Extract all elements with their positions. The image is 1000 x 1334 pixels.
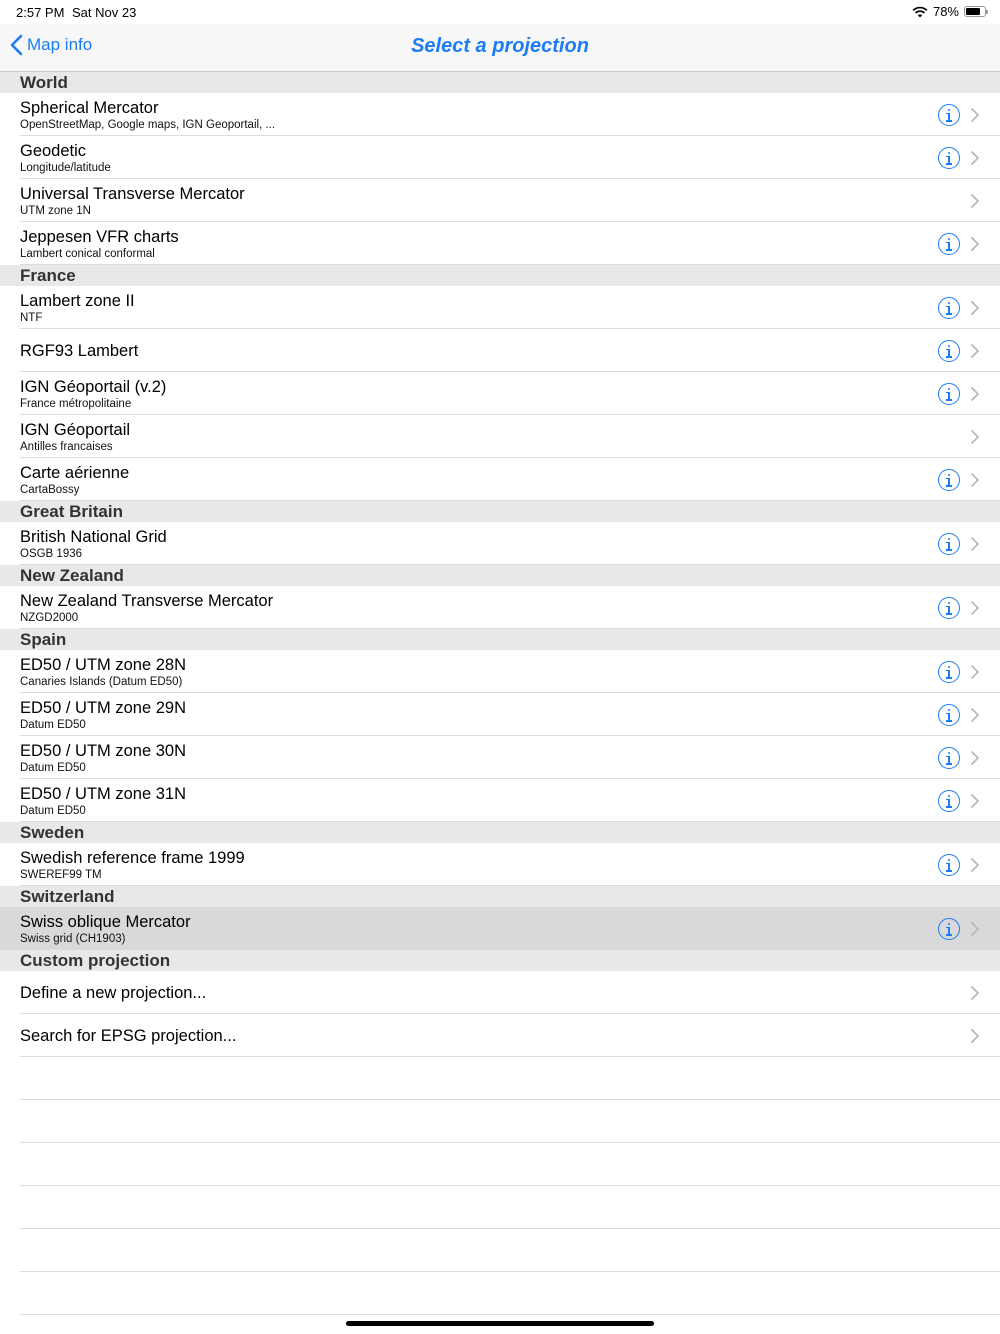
home-indicator[interactable]: [346, 1321, 654, 1326]
chevron-right-icon: [971, 601, 979, 620]
row-subtitle: Lambert conical conformal: [20, 248, 155, 260]
row-title: British National Grid: [20, 528, 167, 546]
empty-row-separator: [20, 1314, 1000, 1315]
empty-row-separator: [20, 1271, 1000, 1272]
section-header: World: [0, 72, 1000, 93]
projection-row[interactable]: [0, 372, 1000, 415]
chevron-right-icon: [971, 665, 979, 684]
section-header: Great Britain: [0, 501, 1000, 522]
empty-row-separator: [20, 1142, 1000, 1143]
row-title: Lambert zone II: [20, 292, 135, 310]
chevron-right-icon: [971, 708, 979, 727]
status-time: 2:57 PM: [16, 5, 65, 20]
chevron-right-icon: [971, 237, 979, 256]
row-subtitle: Canaries Islands (Datum ED50): [20, 676, 183, 688]
projection-row[interactable]: [0, 522, 1000, 565]
chevron-right-icon: [971, 344, 979, 363]
chevron-right-icon: [971, 986, 979, 1005]
section-header: Sweden: [0, 822, 1000, 843]
projection-row[interactable]: [0, 586, 1000, 629]
row-subtitle: Antilles francaises: [20, 441, 113, 453]
section-header: Custom projection: [0, 950, 1000, 971]
chevron-right-icon: [971, 1029, 979, 1048]
projection-row[interactable]: [0, 650, 1000, 693]
info-icon[interactable]: [938, 340, 960, 362]
row-subtitle: CartaBossy: [20, 484, 80, 496]
projection-row[interactable]: [0, 329, 1000, 372]
row-subtitle: OpenStreetMap, Google maps, IGN Geoportail, ...: [20, 119, 276, 131]
info-icon[interactable]: [938, 661, 960, 683]
chevron-right-icon: [971, 794, 979, 813]
row-subtitle: NZGD2000: [20, 612, 79, 624]
projection-row[interactable]: [0, 736, 1000, 779]
projection-row[interactable]: [0, 971, 1000, 1014]
info-icon[interactable]: [938, 790, 960, 812]
page-title: Select a projection: [411, 35, 589, 57]
projection-row[interactable]: [0, 415, 1000, 458]
info-icon[interactable]: [938, 747, 960, 769]
projection-row[interactable]: [0, 779, 1000, 822]
row-subtitle: OSGB 1936: [20, 548, 83, 560]
info-icon[interactable]: [938, 854, 960, 876]
row-title: Define a new projection...: [20, 984, 207, 1002]
info-icon[interactable]: [938, 918, 960, 940]
row-title: ED50 / UTM zone 31N: [20, 785, 186, 803]
row-subtitle: SWEREF99 TM: [20, 869, 102, 881]
projection-list: [0, 72, 1000, 1057]
row-title: Search for EPSG projection...: [20, 1027, 237, 1045]
row-subtitle: Datum ED50: [20, 719, 86, 731]
row-subtitle: Datum ED50: [20, 805, 86, 817]
chevron-right-icon: [971, 751, 979, 770]
chevron-right-icon: [971, 151, 979, 170]
row-subtitle: NTF: [20, 312, 43, 324]
chevron-right-icon: [971, 858, 979, 877]
info-icon[interactable]: [938, 533, 960, 555]
row-title: IGN Géoportail: [20, 421, 131, 439]
info-icon[interactable]: [938, 233, 960, 255]
row-title: Geodetic: [20, 142, 87, 160]
empty-row-separator: [20, 1228, 1000, 1229]
chevron-right-icon: [971, 922, 979, 941]
info-icon[interactable]: [938, 383, 960, 405]
status-date: Sat Nov 23: [72, 5, 137, 20]
empty-row-separator: [20, 1099, 1000, 1100]
row-subtitle: France métropolitaine: [20, 398, 132, 410]
row-subtitle: UTM zone 1N: [20, 205, 91, 217]
info-icon[interactable]: [938, 469, 960, 491]
projection-row[interactable]: [0, 179, 1000, 222]
back-button-label: Map info: [27, 35, 93, 54]
empty-row-separator: [20, 1185, 1000, 1186]
row-title: Universal Transverse Mercator: [20, 185, 245, 203]
projection-row[interactable]: [0, 693, 1000, 736]
row-title: Carte aérienne: [20, 464, 130, 482]
row-title: RGF93 Lambert: [20, 342, 139, 360]
row-subtitle: Swiss grid (CH1903): [20, 933, 126, 945]
section-header: Spain: [0, 629, 1000, 650]
row-title: IGN Géoportail (v.2): [20, 378, 167, 396]
section-header: France: [0, 265, 1000, 286]
row-title: ED50 / UTM zone 30N: [20, 742, 186, 760]
status-bar: [0, 0, 1000, 24]
wifi-icon: [912, 6, 928, 18]
info-icon[interactable]: [938, 597, 960, 619]
row-subtitle: Longitude/latitude: [20, 162, 111, 174]
chevron-right-icon: [971, 387, 979, 406]
row-title: Swedish reference frame 1999: [20, 849, 245, 867]
row-title: Spherical Mercator: [20, 99, 159, 117]
projection-row[interactable]: [0, 907, 1000, 950]
row-title: Swiss oblique Mercator: [20, 913, 191, 931]
row-title: ED50 / UTM zone 28N: [20, 656, 186, 674]
projection-row[interactable]: [0, 286, 1000, 329]
battery-icon: [964, 6, 986, 17]
row-title: New Zealand Transverse Mercator: [20, 592, 274, 610]
info-icon[interactable]: [938, 104, 960, 126]
info-icon[interactable]: [938, 147, 960, 169]
projection-row[interactable]: [0, 1014, 1000, 1057]
chevron-right-icon: [971, 430, 979, 449]
status-right: [912, 4, 986, 19]
projection-row[interactable]: [0, 458, 1000, 501]
section-header: New Zealand: [0, 565, 1000, 586]
row-title: Jeppesen VFR charts: [20, 228, 179, 246]
projection-row[interactable]: [0, 93, 1000, 136]
section-header: Switzerland: [0, 886, 1000, 907]
chevron-right-icon: [971, 194, 979, 213]
chevron-right-icon: [971, 108, 979, 127]
projection-row[interactable]: [0, 843, 1000, 886]
battery-percent: 78%: [932, 4, 959, 19]
navigation-bar: [0, 24, 1000, 72]
projection-row[interactable]: [0, 222, 1000, 265]
info-icon[interactable]: [938, 297, 960, 319]
row-subtitle: Datum ED50: [20, 762, 86, 774]
projection-row[interactable]: [0, 136, 1000, 179]
chevron-right-icon: [971, 301, 979, 320]
info-icon[interactable]: [938, 704, 960, 726]
row-title: ED50 / UTM zone 29N: [20, 699, 186, 717]
chevron-right-icon: [971, 537, 979, 556]
chevron-right-icon: [971, 473, 979, 492]
